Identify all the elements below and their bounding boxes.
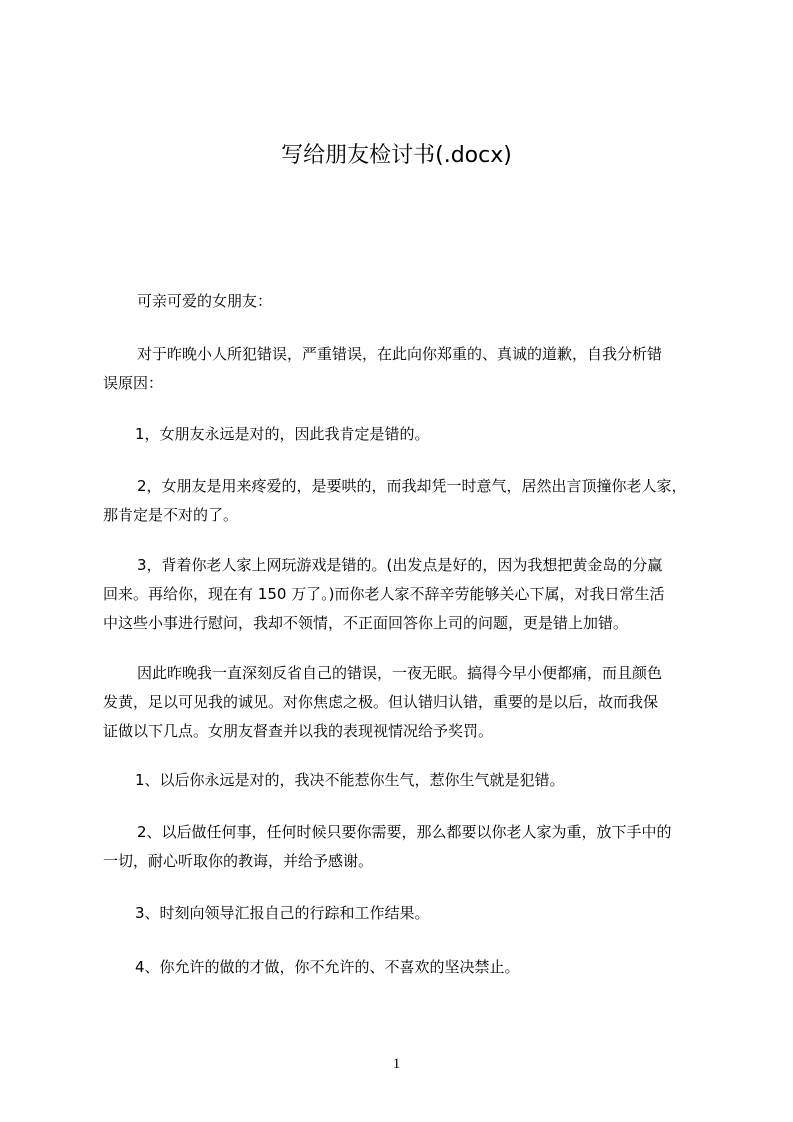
text-line: 1、以后你永远是对的，我决不能惹你生气，惹你生气就是犯错。	[135, 771, 565, 789]
text-line: 4、你允许的做的才做，你不允许的、不喜欢的坚决禁止。	[135, 958, 520, 976]
document-title: 写给朋友检讨书(.docx)	[281, 143, 512, 168]
text-line: 那肯定是不对的了。	[103, 506, 239, 524]
text-line: 证做以下几点。女朋友督查并以我的表现视情况给予奖罚。	[103, 722, 494, 740]
paragraph-promise-4	[103, 953, 705, 982]
text-line: 2、以后做任何事，任何时候只要你需要，那么都要以你老人家为重，放下手中的	[137, 823, 672, 841]
paragraph-reflection	[103, 659, 705, 746]
salutation-line: 可亲可爱的女朋友：	[137, 292, 273, 310]
salutation	[103, 287, 705, 316]
text-line: 1，女朋友永远是对的，因此我肯定是错的。	[135, 425, 430, 443]
page-number: 1	[392, 1056, 401, 1072]
paragraph-promise-3	[103, 899, 705, 928]
paragraph-reason-3	[103, 551, 705, 638]
text-line: 3、时刻向领导汇报自己的行踪和工作结果。	[135, 904, 430, 922]
paragraph-apology	[103, 340, 705, 398]
paragraph-promise-2	[103, 818, 705, 876]
text-line: 中这些小事进行慰问，我却不领情，不正面回答你上司的问题，更是错上加错。	[103, 614, 629, 632]
text-line: 3，背着你老人家上网玩游戏是错的。(出发点是好的，因为我想把黄金岛的分赢	[137, 556, 663, 574]
text-line: 发黄，足以可见我的诚见。对你焦虑之极。但认错归认错，重要的是以后，故而我保	[103, 693, 659, 711]
text-line: 回来。再给你，现在有 150 万了。)而你老人家不辞辛劳能够关心下属，对我日常生活	[103, 585, 665, 603]
paragraph-promise-1	[103, 766, 705, 795]
text-line: 因此昨晚我一直深刻反省自己的错误，一夜无眠。搞得今早小便都痛，而且颜色	[137, 664, 663, 682]
text-line: 误原因：	[103, 374, 164, 392]
text-line: 一切，耐心听取你的教诲，并给予感谢。	[103, 852, 374, 870]
text-line: 对于昨晚小人所犯错误，严重错误，在此向你郑重的、真诚的道歉，自我分析错	[137, 345, 663, 363]
paragraph-reason-1	[103, 420, 705, 449]
text-line: 2，女朋友是用来疼爱的，是要哄的，而我却凭一时意气，居然出言顶撞你老人家，	[137, 477, 687, 495]
paragraph-reason-2	[103, 472, 705, 530]
